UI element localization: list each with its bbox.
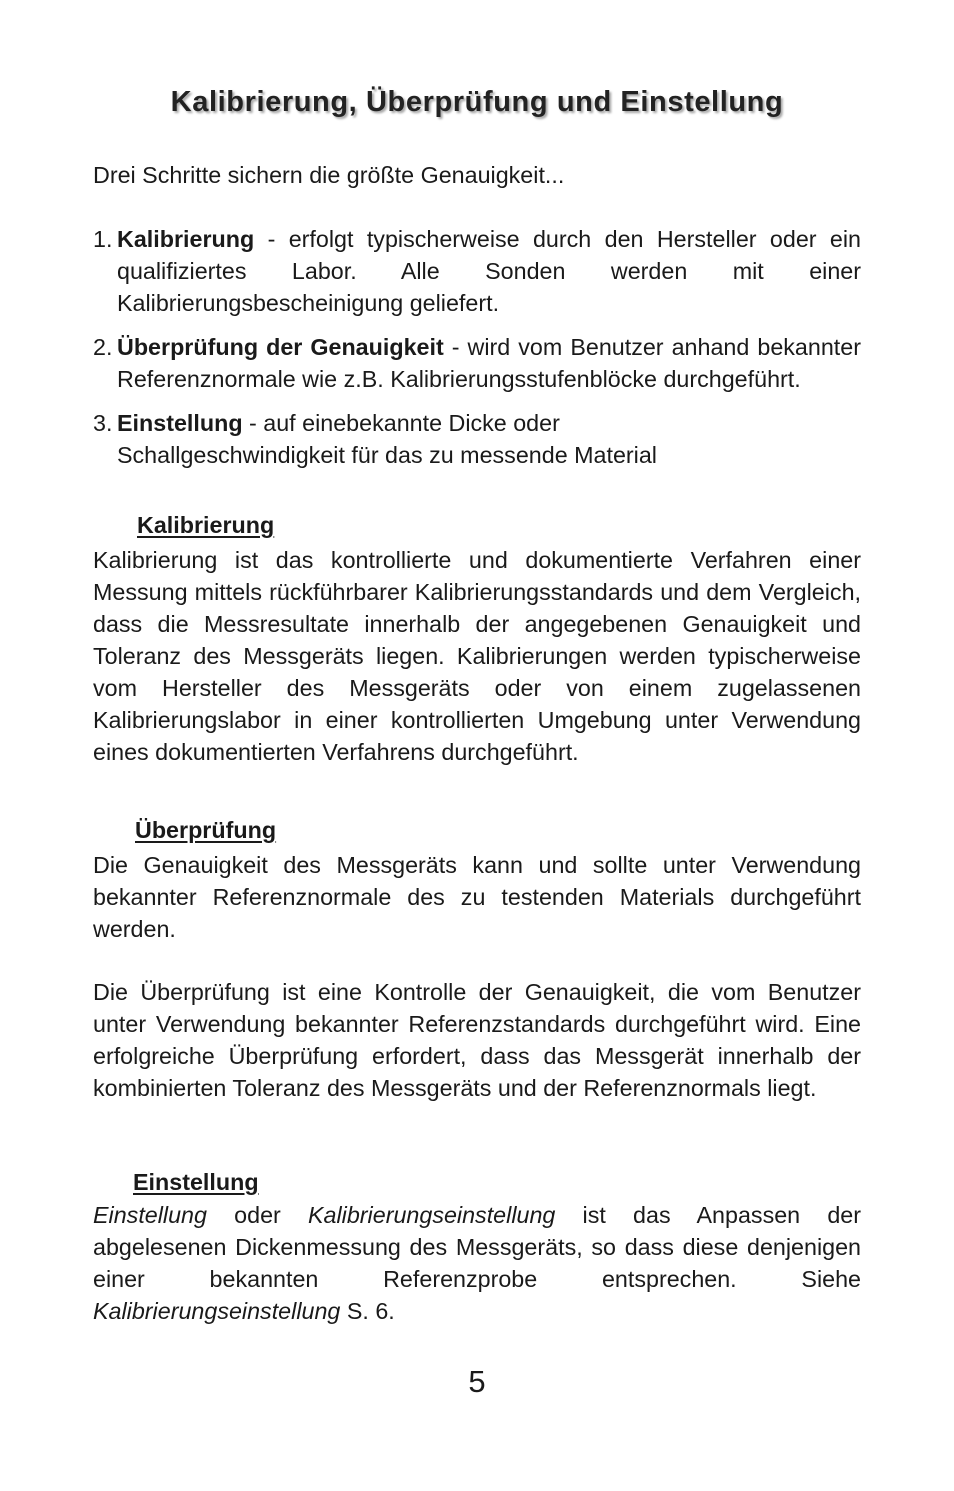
term-kalibrierungseinstellung: Kalibrierungseinstellung [308, 1202, 556, 1228]
term-einstellung: Einstellung [93, 1202, 207, 1228]
step-number: 3. [93, 410, 113, 436]
list-item [93, 223, 861, 319]
list-item [93, 407, 861, 471]
intro-text: Drei Schritte sichern die größte Genauigkeit... [93, 162, 565, 188]
step-term: Kalibrierung [117, 226, 255, 252]
step-text-line2: Schallgeschwindigkeit für das zu messende Material [117, 442, 657, 468]
page-number: 5 [468, 1364, 486, 1399]
section-text-ueberpruefung-1: Die Genauigkeit des Messgeräts kann und sollte unter Verwendung bekannter Referenznormale des zu testenden Materials durchgeführt werden. [93, 852, 861, 942]
page-title: Kalibrierung, Überprüfung und Einstellung [170, 86, 784, 118]
section-heading-einstellung: Einstellung [133, 1169, 259, 1195]
step-text: - erfolgt typischerweise durch den Hersteller oder ein qualifiziertes Labor. Alle Sonden werden mit einer Kalibrierungsbescheinigung geliefert. [117, 226, 861, 316]
list-item [93, 331, 861, 395]
section-text-kalibrierung: Kalibrierung ist das kontrollierte und dokumentierte Verfahren einer Messung mittels rückführbarer Kalibrierungsstandards und dem Vergleich, dass die Messresultate innerhalb der angegebenen Genauigkeit und Toleranz des Messgeräts liegen. Kalibrierungen werden typischerweise vom Hersteller des Messgeräts oder von einem zugelassenen Kalibrierungslabor in einer kontrollierten Umgebung unter Verwendung eines dokumentierten Verfahrens durchgeführt. [93, 547, 861, 765]
manual-page [93, 0, 861, 1491]
step-number: 2. [93, 334, 113, 360]
step-text: - wird vom Benutzer anhand bekannter Referenznormale wie z.B. Kalibrierungsstufenblöcke durchgeführt. [117, 334, 861, 392]
connector-text: oder [206, 1202, 308, 1228]
section-text-ueberpruefung-2: Die Überprüfung ist eine Kontrolle der Genauigkeit, die vom Benutzer unter Verwendung bekannter Referenzstandards durchgeführt wird. Eine erfolgreiche Überprüfung erfordert, dass das Messgerät innerhalb der kombinierten Toleranz des Messgeräts und der Referenznormals liegt. [93, 979, 861, 1101]
section-heading-kalibrierung: Kalibrierung [137, 512, 275, 538]
step-text: - auf einebekannte Dicke oder [242, 410, 560, 436]
einstellung-body: ist das Anpassen der abgelesenen Dickenmessung des Messgeräts, so dass diese denjenigen einer bekannten Referenzprobe entsprechen. Siehe [93, 1202, 861, 1292]
reference-page: S. 6. [340, 1298, 395, 1324]
step-term: Einstellung [117, 410, 243, 436]
step-term: Überprüfung der Genauigkeit [117, 334, 444, 360]
section-heading-ueberpruefung: Überprüfung [135, 817, 277, 843]
steps-list [93, 223, 861, 483]
section-text-einstellung [93, 1199, 861, 1327]
reference-term: Kalibrierungseinstellung [93, 1298, 341, 1324]
step-number: 1. [93, 226, 113, 252]
